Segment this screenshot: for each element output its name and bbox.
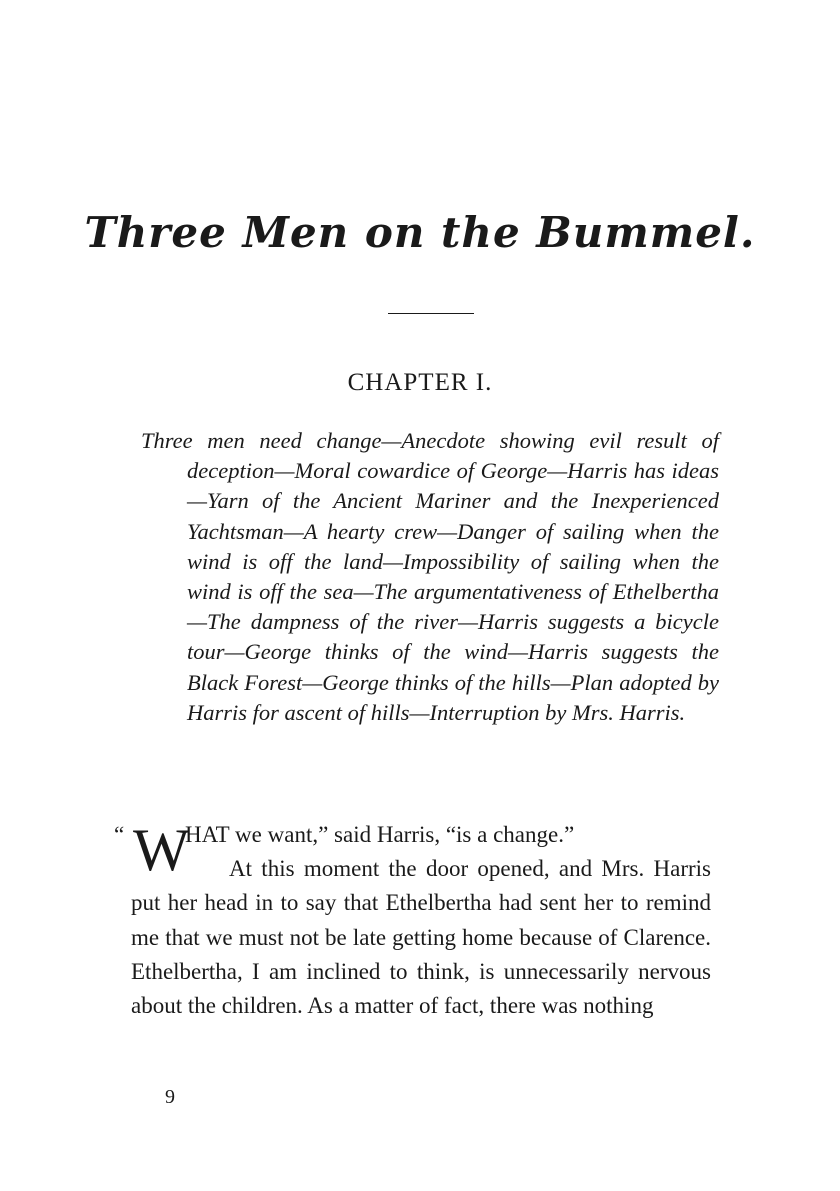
opening-line-text: HAT we want,” said Harris, “is a change.” — [185, 822, 575, 847]
body-paragraph: At this moment the door opened, and Mrs. Harris put her head in to say that Ethelbertha had sent her to remind me that we must not be late getting home because of Clarence. Ethelbertha, I am inclined to think, is unnecessarily nervous about the children. As a matter of fact, there was nothing — [131, 856, 711, 1019]
page-number: 9 — [165, 1086, 175, 1108]
drop-cap-letter: W — [133, 817, 190, 883]
book-title: Three Men on the Bummel. — [84, 208, 756, 257]
chapter-synopsis: Three men need change—Anecdote showing evil result of deception—Moral cowardice of George—Harris has ideas—Yarn of the Ancient Mariner and the Inexperienced Yachtsman—A hearty crew—Danger of sailing when the wind is off the land—Impossibility of sailing when the wind is off the sea—The argumentativeness of Ethelbertha—The dampness of the river—Harris suggests a bicycle tour—George thinks of the wind—Harris suggests the Black Forest—George thinks of the hills—Plan adopted by Harris for ascent of hills—Interruption by Mrs. Harris. — [141, 428, 719, 725]
title-divider — [388, 313, 474, 314]
opening-quote-mark: “ — [114, 822, 125, 847]
chapter-heading: CHAPTER I. — [347, 369, 493, 396]
chapter-body — [114, 817, 711, 1023]
opening-line — [114, 817, 711, 883]
